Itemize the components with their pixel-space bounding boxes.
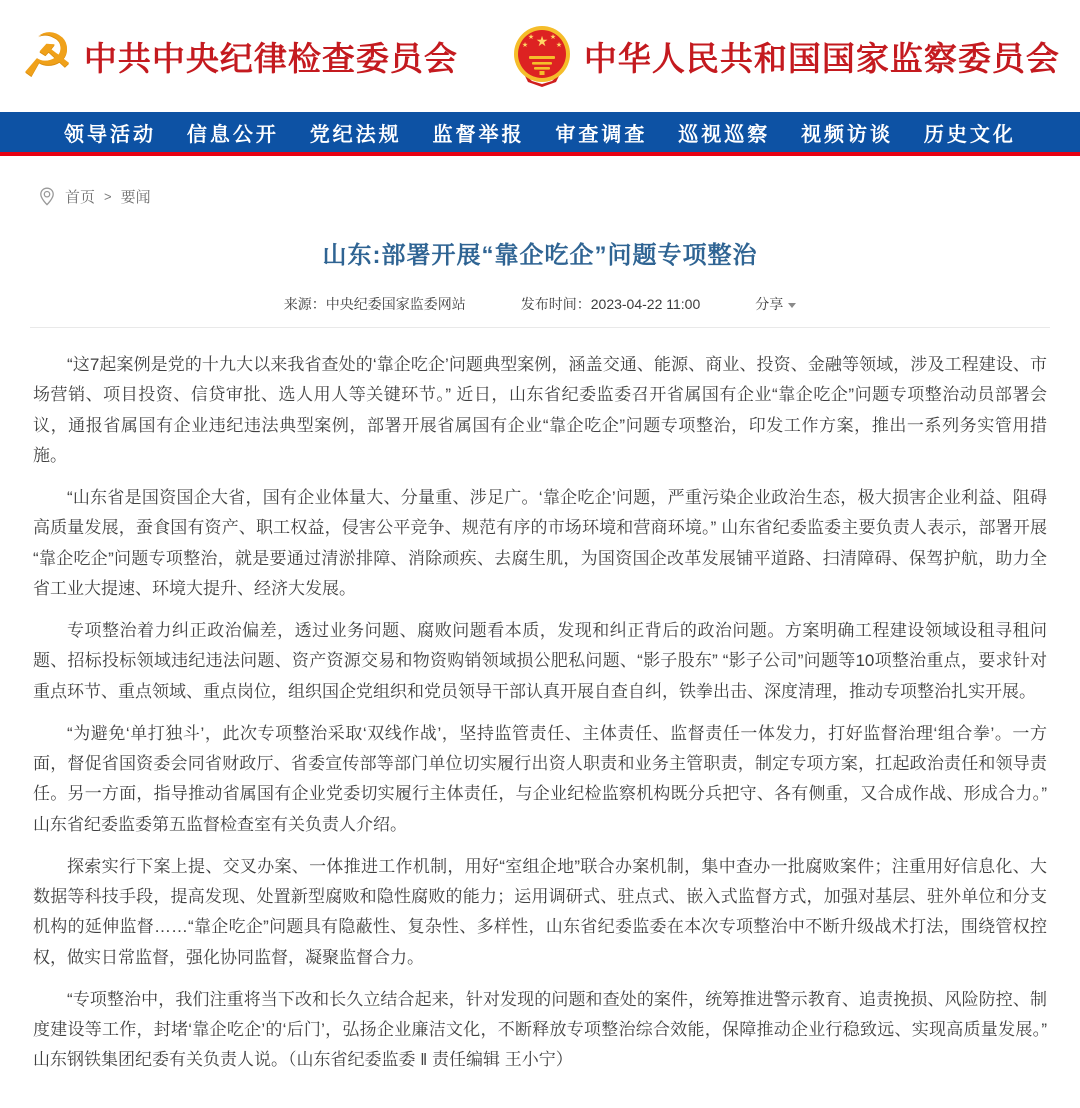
- paragraph: 专项整治着力纠正政治偏差，透过业务问题、腐败问题看本质，发现和纠正背后的政治问题。方案明确工程建设领域设租寻租问题、招标投标领域违纪违法问题、资产资源交易和物资购销领域损公肥私问题、“影子股东” “影子公司”问题等10项整治重点，要求针对重点环节、重点领域、重点岗位，组织国企党组织和党员领导干部认真开展自查自纠，铁拳出击、深度清理，推动专项整治扎实开展。: [33, 621, 1047, 701]
- nav-item-history[interactable]: 历史文化: [923, 123, 1016, 146]
- location-pin-icon: [38, 187, 56, 206]
- svg-text:★: ★: [549, 34, 557, 41]
- time-label: 发布时间：: [520, 296, 591, 312]
- nav-item-report[interactable]: 监督举报: [432, 123, 525, 146]
- svg-text:★: ★: [527, 34, 535, 41]
- chevron-down-icon: [788, 303, 796, 308]
- share-label: 分享: [755, 296, 784, 312]
- nav-item-video[interactable]: 视频访谈: [801, 123, 894, 146]
- nav-item-regulations[interactable]: 党纪法规: [309, 123, 402, 146]
- svg-text:★: ★: [521, 42, 529, 49]
- org-name-ccdi: 中共中央纪律检查委员会: [83, 41, 458, 78]
- breadcrumb-current[interactable]: 要闻: [120, 189, 151, 206]
- article-body: [0, 328, 1080, 1108]
- paragraph: 探索实行下案上提、交叉办案、一体推进工作机制，用好“室组企地”联合办案机制，集中查办一批腐败案件；注重用好信息化、大数据等科技手段，提高发现、处置新型腐败和隐性腐败的能力；运用调研式、驻点式、嵌入式监督方式，加强对基层、驻外单位和分支机构的延伸监督……“靠企吃企”问题具有隐蔽性、复杂性、多样性，山东省纪委监委在本次专项整治中不断升级战术打法，围绕管权控权，做实日常监督，强化协同监督，凝聚监督合力。: [33, 856, 1047, 967]
- article-publish-time: [521, 294, 701, 314]
- nav-item-info[interactable]: 信息公开: [186, 123, 279, 146]
- logo-ccdi[interactable]: [20, 22, 458, 89]
- logo-nsc[interactable]: [510, 24, 1060, 88]
- main-nav: [0, 112, 1080, 156]
- nav-item-inspection[interactable]: 巡视巡察: [678, 123, 771, 146]
- share-button[interactable]: [755, 294, 796, 314]
- svg-text:★: ★: [555, 42, 563, 49]
- article: [0, 235, 1080, 1108]
- paragraph: “专项整治中，我们注重将当下改和长久立结合起来，针对发现的问题和查处的案件，统筹推进警示教育、追责挽损、风险防控、制度建设等工作，封堵‘靠企吃企’的‘后门’，弘扬企业廉洁文化，不断释放专项整治综合效能，保障推动企业行稳致远、实现高质量发展。” 山东钢铁集团纪委有关负责人说。（山东省纪委监委 ‖ 责任编辑 王小宁）: [33, 989, 1047, 1070]
- paragraph: “为避免‘单打独斗’，此次专项整治采取‘双线作战’，坚持监管责任、主体责任、监督责任一体发力，打好监督治理‘组合拳’。一方面，督促省国资委会同省财政厅、省委宣传部等部门单位切实履行出资人职责和业务主管职责，制定专项方案，扛起政治责任和领导责任。另一方面，指导推动省属国有企业党委切实履行主体责任，与企业纪检监察机构既分兵把守、各有侧重，又合成作战、形成合力。” 山东省纪委监委第五监督检查室有关负责人介绍。: [33, 723, 1047, 834]
- paragraph: “这7起案例是党的十九大以来我省查处的‘靠企吃企’问题典型案例，涵盖交通、能源、商业、投资、金融等领域，涉及工程建设、市场营销、项目投资、信贷审批、选人用人等关键环节。” 近日，山东省纪委监委召开省属国有企业“靠企吃企”问题专项整治动员部署会议，通报省属国有企业违纪违法典型案例，部署开展省属国有企业“靠企吃企”问题专项整治，印发工作方案，推出一系列务实管用措施。: [33, 355, 1047, 465]
- paragraph: “山东省是国资国企大省，国有企业体量大、分量重、涉足广。‘靠企吃企’问题，严重污染企业政治生态，极大损害企业利益、阻碍高质量发展，蚕食国有资产、职工权益，侵害公平竞争、规范有序的市场环境和营商环境。” 山东省纪委监委主要负责人表示，部署开展“靠企吃企”问题专项整治，就是要通过清淤排障、消除顽疾、去腐生肌，为国资国企改革发展铺平道路、扫清障碍、保驾护航，助力全省工业大提速、环境大提升、经济大发展。: [33, 488, 1047, 598]
- svg-text:★: ★: [535, 33, 549, 49]
- site-header: [0, 0, 1080, 112]
- time-value: 2023-04-22 11:00: [590, 296, 701, 312]
- org-name-nsc: 中华人民共和国国家监察委员会: [583, 41, 1060, 78]
- article-meta: [0, 294, 1080, 314]
- breadcrumb: [0, 156, 1080, 207]
- national-emblem-icon: [510, 24, 574, 88]
- party-emblem-icon: ☭: [20, 22, 74, 89]
- source-label: 来源：: [283, 296, 326, 312]
- breadcrumb-separator: >: [104, 189, 112, 204]
- nav-item-leadership[interactable]: 领导活动: [64, 123, 156, 146]
- breadcrumb-home[interactable]: 首页: [65, 189, 96, 206]
- nav-item-investigation[interactable]: 审查调查: [555, 123, 648, 146]
- article-source: [284, 294, 466, 314]
- article-title: 山东:部署开展“靠企吃企”问题专项整治: [322, 242, 758, 269]
- source-value: 中央纪委国家监委网站: [325, 296, 466, 312]
